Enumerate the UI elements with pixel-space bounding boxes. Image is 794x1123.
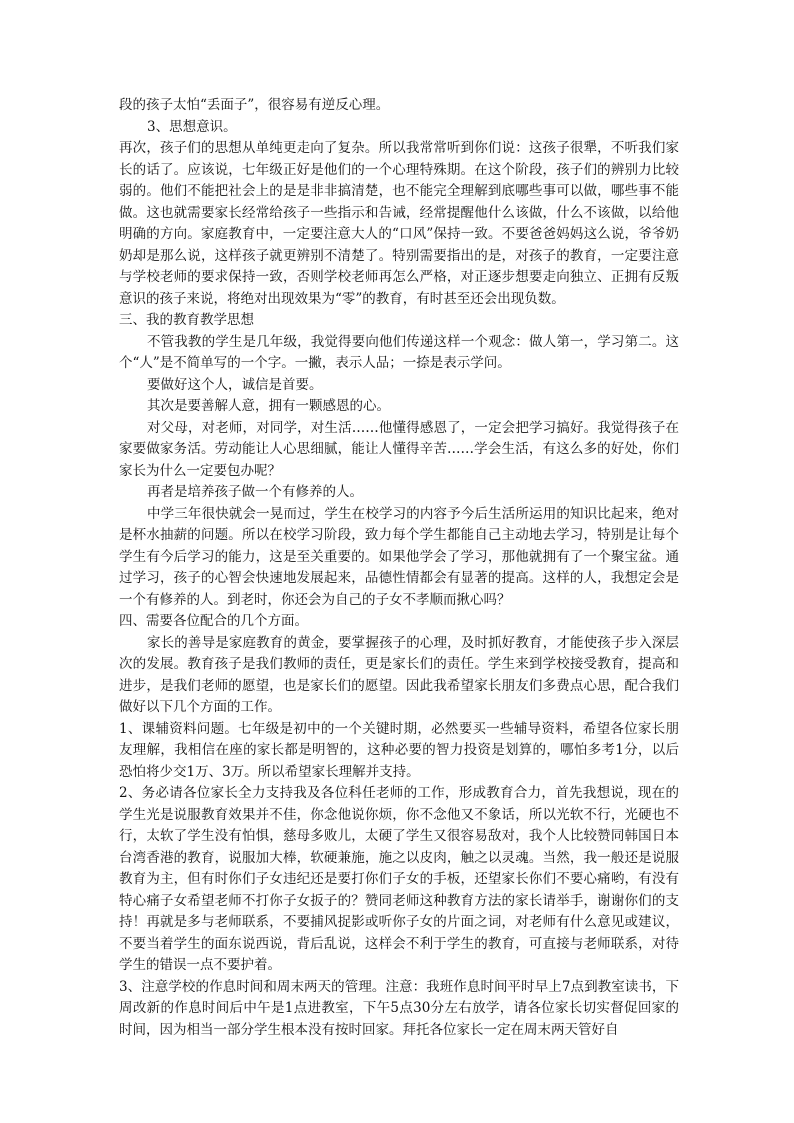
paragraph-item-1: 1、课辅资料问题。七年级是初中的一个关键时期，必然要买一些辅导资料，希望各位家长朋友理解，我相信在座的家长都是明智的，这种必要的智力投资是划算的，哪怕多考1分，以后恐怕将少交1万、3万。所以希望家长理解并支持。 <box>119 720 679 780</box>
heading-section-4: 四、需要各位配合的几个方面。 <box>119 613 308 629</box>
paragraph-continuation: 段的孩子太怕“丢面子”，很容易有逆反心理。 <box>119 97 390 113</box>
heading-section-3: 三、我的教育教学思想 <box>119 312 254 328</box>
paragraph-philosophy: 不管我教的学生是几年级，我觉得要向他们传递这样一个观念：做人第一，学习第二。这个“人”是不简单写的一个字。一撇，表示人品；一捺是表示学问。 <box>119 333 679 371</box>
paragraph-gratitude: 其次是要善解人意，拥有一颗感恩的心。 <box>147 398 390 414</box>
paragraph-guidance: 家长的善导是家庭教育的黄金，要掌握孩子的心理，及时抓好教育，才能使孩子步入深层次的发展。教育孩子是我们教师的责任，更是家长们的责任。学生来到学校接受教育，提高和进步，是我们老师的愿望，也是家长们的愿望。因此我希望家长朋友们多费点心思，配合我们做好以下几个方面的工作。 <box>119 634 679 715</box>
document-page <box>119 95 679 1041</box>
subheading-thinking: 3、思想意识。 <box>147 118 237 135</box>
paragraph-item-2: 2、务必请各位家长全力支持我及各位科任老师的工作，形成教育合力，首先我想说，现在的学生光是说服教育效果并不佳，你念他说你烦，你不念他又不象话，所以光软不行，光硬也不行，太软了学生没有怕惧，慈母多败儿，太硬了学生又很容易敌对，我个人比较赞同韩国日本台湾香港的教育，说服加大棒，软硬兼施，施之以皮肉，触之以灵魂。当然，我一般还是说服教育为主，但有时你们子女违纪还是要打你们子女的手板，还望家长你们不要心痛哟，有没有特心痛子女希望老师不打你子女扳子的？赞同老师这种教育方法的家长请举手，谢谢你们的支持！再就是多与老师联系，不要捕风捉影或听你子女的片面之词，对老师有什么意见或建议，不要当着学生的面东说西说，背后乱说，这样会不利于学生的教育，可直接与老师联系，对待学生的错误一点不要护着。 <box>119 785 679 973</box>
paragraph-learning: 中学三年很快就会一晃而过，学生在校学习的内容予今后生活所运用的知识比起来，绝对是杯水抽薪的问题。所以在校学习阶段，致力每个学生都能自己主动地去学习，特别是让每个学生有今后学习的能力，这是至关重要的。如果他学会了学习，那他就拥有了一个聚宝盆。通过学习，孩子的心智会快速地发展起来，品德性情都会有显著的提高。这样的人，我想定会是一个有修养的人。到老时，你还会为自己的子女不孝顺而揪心吗？ <box>119 505 679 608</box>
paragraph-cultivation: 再者是培养孩子做一个有修养的人。 <box>147 484 363 500</box>
paragraph-honesty: 要做好这个人，诚信是首要。 <box>147 376 323 393</box>
paragraph-housework: 对父母，对老师，对同学，对生活……他懂得感恩了，一定会把学习搞好。我觉得孩子在家要做家务活。劳动能让人心思细腻，能让人懂得辛苦……学会生活，有这么多的好处，你们家长为什么一定要包办呢？ <box>119 419 679 479</box>
paragraph-thinking: 再次，孩子们的思想从单纯更走向了复杂。所以我常常听到你们说：这孩子很犟，不听我们家长的话了。应该说，七年级正好是他们的一个心理特殊期。在这个阶段，孩子们的辨别力比较弱的。他们不能把社会上的是是非非搞清楚，也不能完全理解到底哪些事可以做，哪些事不能做。这也就需要家长经常给孩子一些指示和告诫，经常提醒他什么该做，什么不该做，以给他明确的方向。家庭教育中，一定要注意大人的“口风”保持一致。不要爸爸妈妈这么说，爷爷奶奶却是那么说，这样孩子就更辨别不清楚了。特别需要指出的是，对孩子的教育，一定要注意与学校老师的要求保持一致，否则学校老师再怎么严格，对正逐步想要走向独立、正拥有反叛意识的孩子来说，将绝对出现效果为“零”的教育，有时甚至还会出现负数。 <box>119 140 679 307</box>
paragraph-item-3: 3、注意学校的作息时间和周末两天的管理。注意：我班作息时间平时早上7点到教室读书，下周改新的作息时间后中午是1点进教室，下午5点30分左右放学，请各位家长切实督促回家的时间，因为相当一部分学生根本没有按时回家。拜托各位家长一定在周末两天管好自 <box>119 978 679 1038</box>
